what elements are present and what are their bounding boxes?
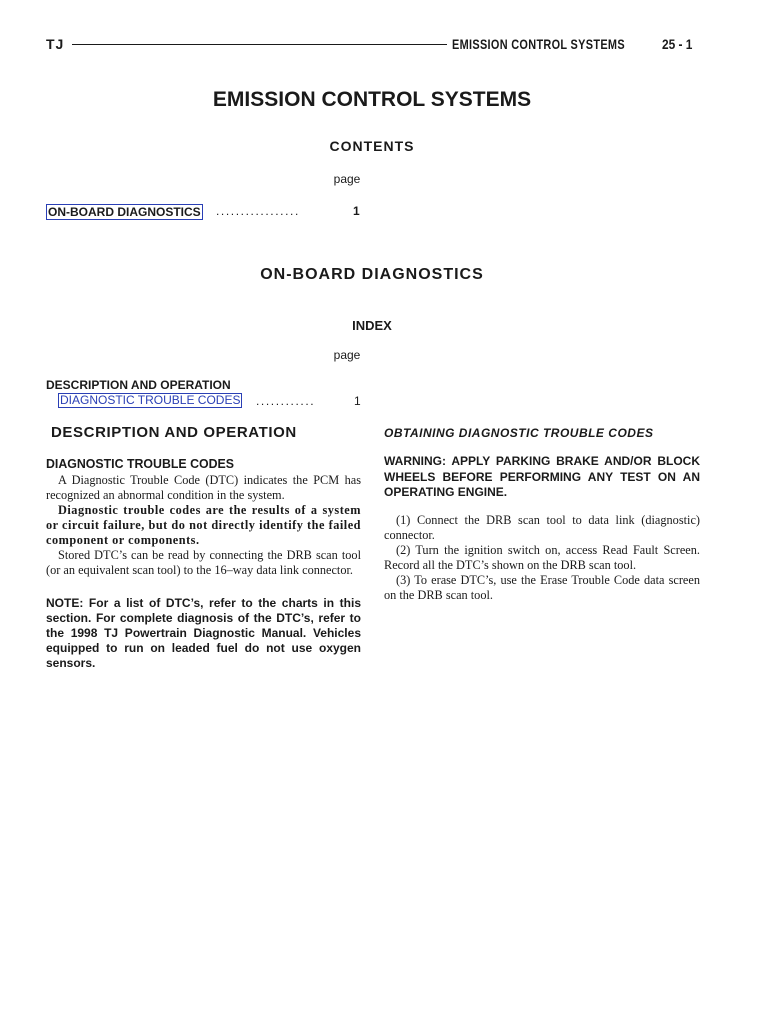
- step-1: (1) Connect the DRB scan tool to data link (diagnostic) connector.: [384, 512, 700, 542]
- description-heading: DESCRIPTION AND OPERATION: [51, 424, 297, 441]
- index-link-diagnostic-trouble-codes[interactable]: DIAGNOSTIC TROUBLE CODES: [60, 393, 241, 407]
- dtc-paragraph-2: Diagnostic trouble codes are the results of a system or circuit failure, but do not directly identify the failed component or components.: [46, 503, 361, 547]
- dtc-paragraph-3: Stored DTC’s can be read by connecting the DRB scan tool (or an equivalent scan tool) to the 16–way data link connector.: [46, 548, 361, 577]
- dtc-subheading: DIAGNOSTIC TROUBLE CODES: [46, 456, 235, 471]
- header-page-number: 25 - 1: [662, 36, 693, 52]
- page-title: EMISSION CONTROL SYSTEMS: [212, 88, 532, 111]
- left-column: [46, 424, 361, 671]
- section-title: ON-BOARD DIAGNOSTICS: [260, 266, 484, 283]
- header-section-title: EMISSION CONTROL SYSTEMS: [452, 36, 625, 52]
- index-heading: INDEX: [352, 318, 392, 333]
- steps-list: [384, 513, 700, 603]
- header-model: TJ: [46, 36, 65, 52]
- toc-leader-dots: .................: [216, 204, 300, 218]
- toc-entry: [46, 204, 366, 220]
- index-entry: [58, 393, 368, 409]
- obtaining-heading: OBTAINING DIAGNOSTIC TROUBLE CODES: [384, 426, 654, 440]
- header-rule: [72, 44, 447, 45]
- dtc-paragraph-1: A Diagnostic Trouble Code (DTC) indicates the PCM has recognized an abnormal condition in the system.: [46, 473, 361, 502]
- step-3: (3) To erase DTC’s, use the Erase Trouble Code data screen on the DRB scan tool.: [384, 572, 700, 602]
- index-group-heading: DESCRIPTION AND OPERATION: [46, 378, 231, 392]
- toc-link-on-board-diagnostics[interactable]: ON-BOARD DIAGNOSTICS: [48, 205, 201, 219]
- index-page-label: page: [333, 348, 361, 362]
- right-column: [384, 424, 700, 603]
- contents-page-label: page: [333, 172, 361, 186]
- step-2: (2) Turn the ignition switch on, access Read Fault Screen. Record all the DTC’s shown on the DRB scan tool.: [384, 542, 700, 572]
- index-leader-dots: ............: [256, 394, 316, 408]
- toc-page-number: 1: [353, 204, 360, 218]
- dtc-note: NOTE: For a list of DTC’s, refer to the charts in this section. For complete diagnosis of the DTC’s, refer to the 1998 TJ Powertrain Diagnostic Manual. Vehicles equipped to run on leaded fuel do not use oxygen sensors.: [46, 596, 361, 670]
- contents-heading: CONTENTS: [329, 138, 415, 154]
- index-page-number: 1: [354, 394, 361, 408]
- warning-text: WARNING: APPLY PARKING BRAKE AND/OR BLOCK WHEELS BEFORE PERFORMING ANY TEST ON AN OPERATING ENGINE.: [384, 454, 700, 499]
